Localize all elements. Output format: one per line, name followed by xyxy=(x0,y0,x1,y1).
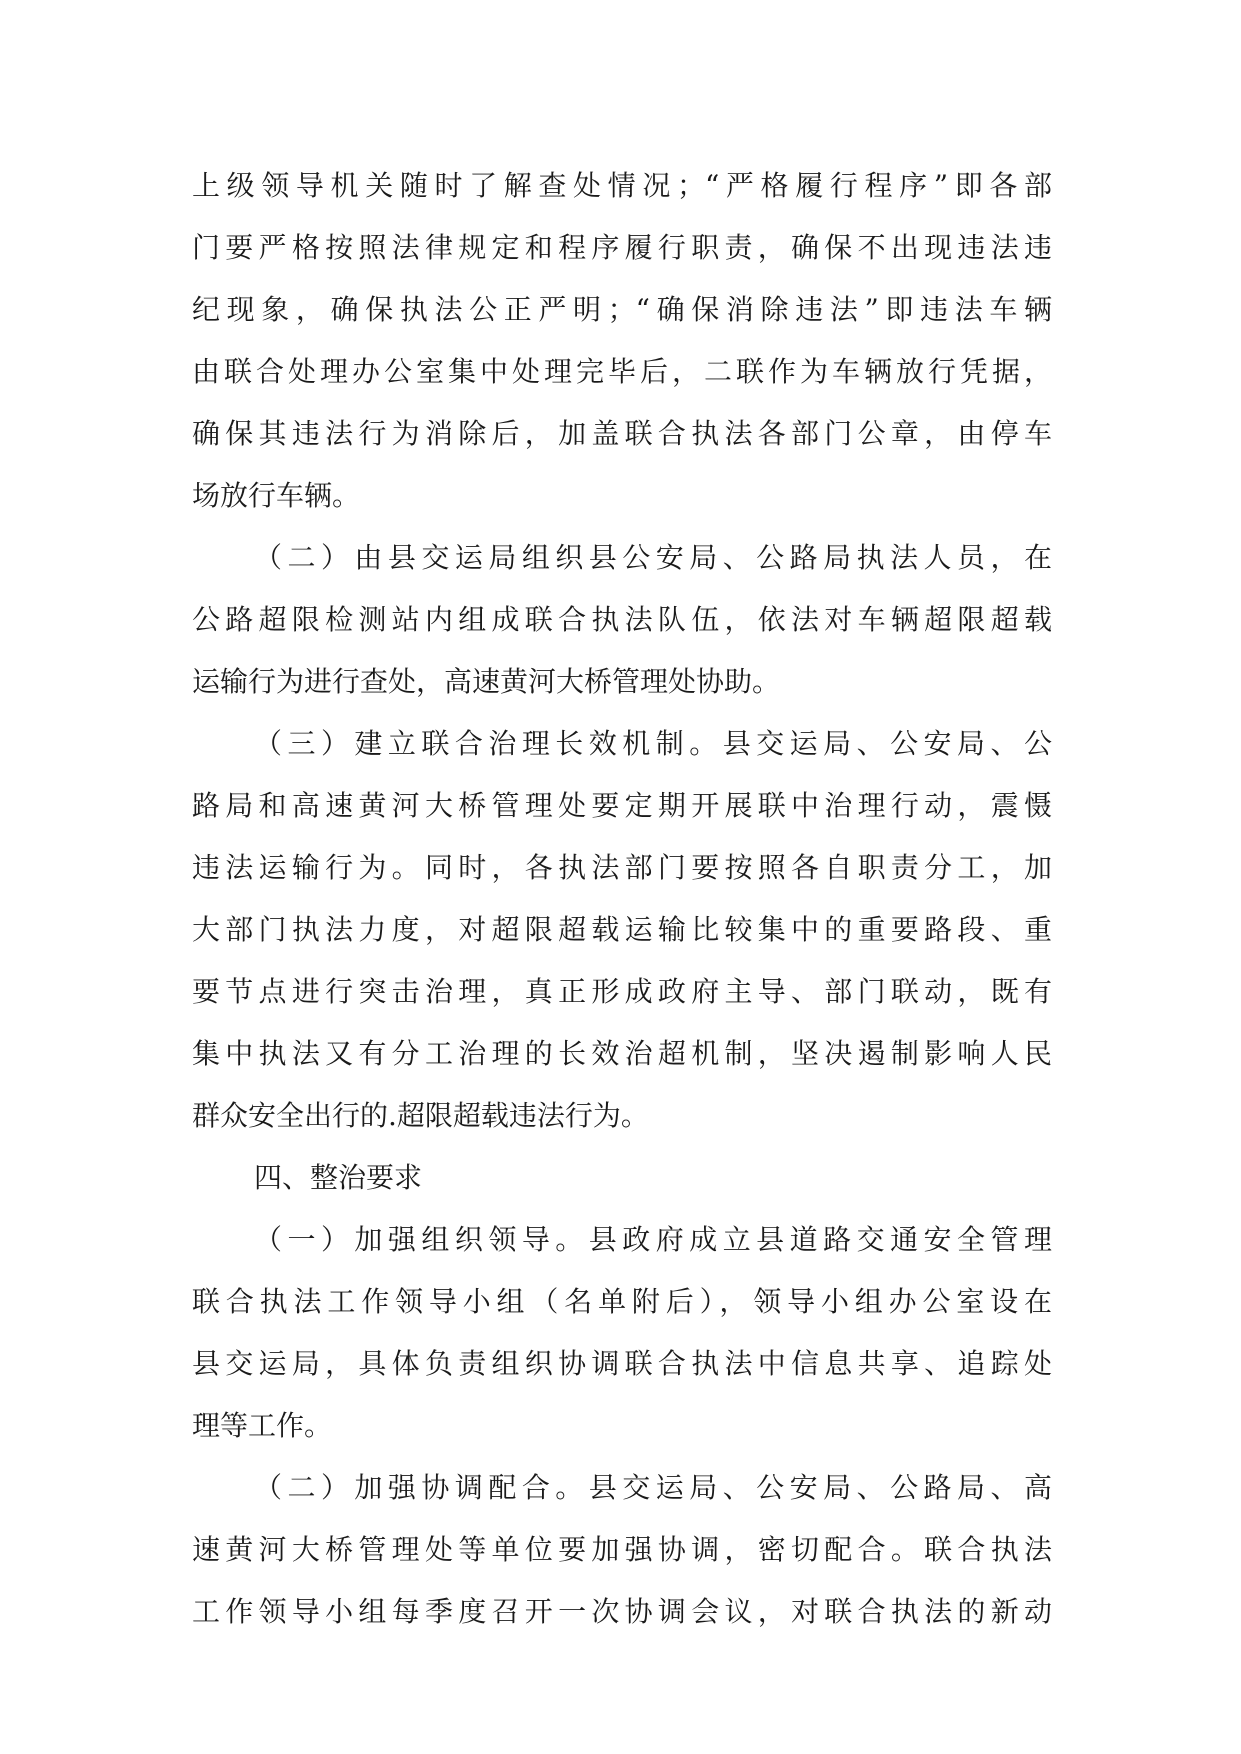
text-line: 上级领导机关随时了解查处情况；“严格履行程序”即各部 xyxy=(192,169,1052,202)
text-line: 确保其违法行为消除后，加盖联合执法各部门公章，由停车 xyxy=(192,417,1052,450)
document-page xyxy=(192,155,1052,1643)
text-line: 要节点进行突击治理，真正形成政府主导、部门联动，既有 xyxy=(192,975,1052,1008)
text-line: 路局和高速黄河大桥管理处要定期开展联中治理行动，震慑 xyxy=(192,789,1052,822)
text-line: 大部门执法力度，对超限超载运输比较集中的重要路段、重 xyxy=(192,913,1052,946)
text-line: 理等工作。 xyxy=(192,1409,333,1442)
paragraph-start-line: （二）由县交运局组织县公安局、公路局执法人员，在 xyxy=(254,541,1052,574)
text-line: 场放行车辆。 xyxy=(192,479,361,512)
text-line: 由联合处理办公室集中处理完毕后，二联作为车辆放行凭据， xyxy=(192,355,1052,388)
text-line: 联合执法工作领导小组（名单附后），领导小组办公室设在 xyxy=(192,1285,1052,1318)
text-line: 县交运局，具体负责组织协调联合执法中信息共享、追踪处 xyxy=(192,1347,1052,1380)
text-line: 公路超限检测站内组成联合执法队伍，依法对车辆超限超载 xyxy=(192,603,1052,636)
text-line: 运输行为进行查处，高速黄河大桥管理处协助。 xyxy=(192,665,781,698)
text-line: 纪现象，确保执法公正严明；“确保消除违法”即违法车辆 xyxy=(192,293,1052,326)
text-line: 门要严格按照法律规定和程序履行职责，确保不出现违法违 xyxy=(192,231,1052,264)
text-line: 群众安全出行的.超限超载违法行为。 xyxy=(192,1099,649,1132)
text-line: 速黄河大桥管理处等单位要加强协调，密切配合。联合执法 xyxy=(192,1533,1052,1566)
text-line: 违法运输行为。同时，各执法部门要按照各自职责分工，加 xyxy=(192,851,1052,884)
paragraph-start-line: （一）加强组织领导。县政府成立县道路交通安全管理 xyxy=(254,1223,1052,1256)
text-line: 集中执法又有分工治理的长效治超机制，坚决遏制影响人民 xyxy=(192,1037,1052,1070)
text-line: 工作领导小组每季度召开一次协调会议，对联合执法的新动 xyxy=(192,1595,1052,1628)
section-heading: 四、整治要求 xyxy=(254,1161,423,1194)
paragraph-start-line: （三）建立联合治理长效机制。县交运局、公安局、公 xyxy=(254,727,1052,760)
paragraph-start-line: （二）加强协调配合。县交运局、公安局、公路局、高 xyxy=(254,1471,1052,1504)
